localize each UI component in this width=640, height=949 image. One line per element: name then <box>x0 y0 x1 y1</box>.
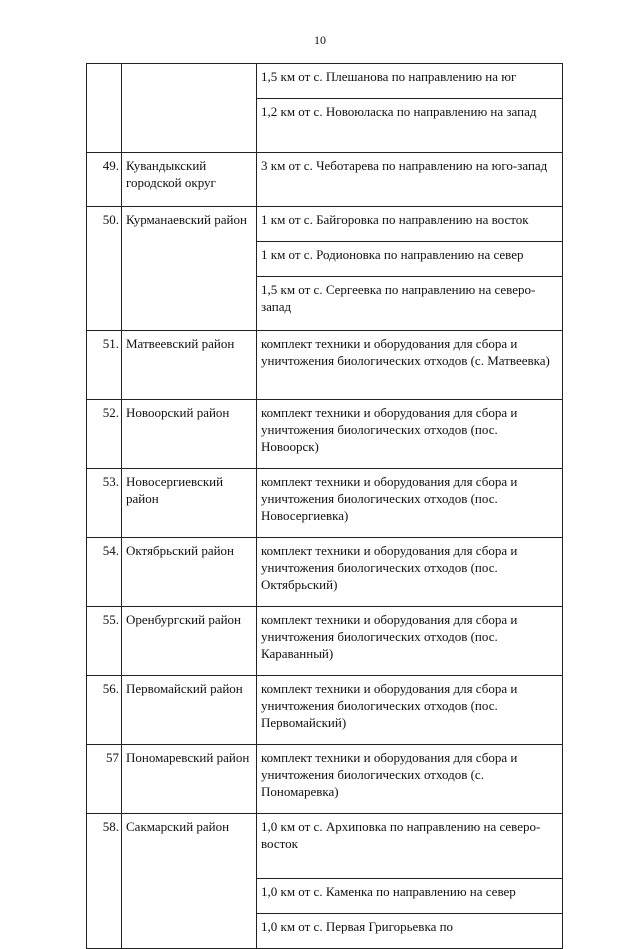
table-row <box>87 814 563 879</box>
row-number <box>87 64 122 153</box>
table-row <box>87 207 563 242</box>
location-cell: комплект техники и оборудования для сбора и уничтожения биологических отходов (пос. Первомайский) <box>257 676 563 745</box>
row-number: 53. <box>87 469 122 538</box>
location-cell: 1,5 км от с. Плешанова по направлению на юг <box>257 64 563 99</box>
row-number: 55. <box>87 607 122 676</box>
district-name: Новосергиевский район <box>122 469 257 538</box>
district-name: Курманаевский район <box>122 207 257 331</box>
district-name: Октябрьский район <box>122 538 257 607</box>
location-cell: комплект техники и оборудования для сбора и уничтожения биологических отходов (пос. Октябрьский) <box>257 538 563 607</box>
table-row <box>87 400 563 469</box>
table-row <box>87 331 563 400</box>
table-row <box>87 607 563 676</box>
location-cell: комплект техники и оборудования для сбора и уничтожения биологических отходов (с. Матвеевка) <box>257 331 563 400</box>
row-number: 51. <box>87 331 122 400</box>
location-cell: комплект техники и оборудования для сбора и уничтожения биологических отходов (с. Пономаревка) <box>257 745 563 814</box>
row-number: 50. <box>87 207 122 331</box>
row-number: 58. <box>87 814 122 949</box>
table-row <box>87 64 563 99</box>
row-number: 54. <box>87 538 122 607</box>
table-row <box>87 469 563 538</box>
location-cell: 3 км от с. Чеботарева по направлению на юго-запад <box>257 153 563 207</box>
table-row <box>87 676 563 745</box>
table-row <box>87 745 563 814</box>
table-row <box>87 153 563 207</box>
location-cell: 1,2 км от с. Новоюласка по направлению на запад <box>257 99 563 153</box>
location-cell: комплект техники и оборудования для сбора и уничтожения биологических отходов (пос. Новоорск) <box>257 400 563 469</box>
district-name: Сакмарский район <box>122 814 257 949</box>
locations-table <box>86 63 563 949</box>
row-number: 52. <box>87 400 122 469</box>
row-number: 56. <box>87 676 122 745</box>
district-name <box>122 64 257 153</box>
district-name: Матвеевский район <box>122 331 257 400</box>
district-name: Кувандыкский городской округ <box>122 153 257 207</box>
district-name: Новоорский район <box>122 400 257 469</box>
location-cell: 1,0 км от с. Каменка по направлению на север <box>257 879 563 914</box>
location-cell: 1 км от с. Байгоровка по направлению на восток <box>257 207 563 242</box>
location-cell: комплект техники и оборудования для сбора и уничтожения биологических отходов (пос. Караванный) <box>257 607 563 676</box>
location-cell: 1,0 км от с. Первая Григорьевка по <box>257 914 563 949</box>
row-number: 57 <box>87 745 122 814</box>
table-row <box>87 538 563 607</box>
district-name: Первомайский район <box>122 676 257 745</box>
row-number: 49. <box>87 153 122 207</box>
location-cell: 1,5 км от с. Сергеевка по направлению на северо-запад <box>257 277 563 331</box>
location-cell: 1,0 км от с. Архиповка по направлению на северо-восток <box>257 814 563 879</box>
district-name: Пономаревский район <box>122 745 257 814</box>
location-cell: 1 км от с. Родионовка по направлению на север <box>257 242 563 277</box>
district-name: Оренбургский район <box>122 607 257 676</box>
page-number: 10 <box>314 33 326 47</box>
location-cell: комплект техники и оборудования для сбора и уничтожения биологических отходов (пос. Новосергиевка) <box>257 469 563 538</box>
